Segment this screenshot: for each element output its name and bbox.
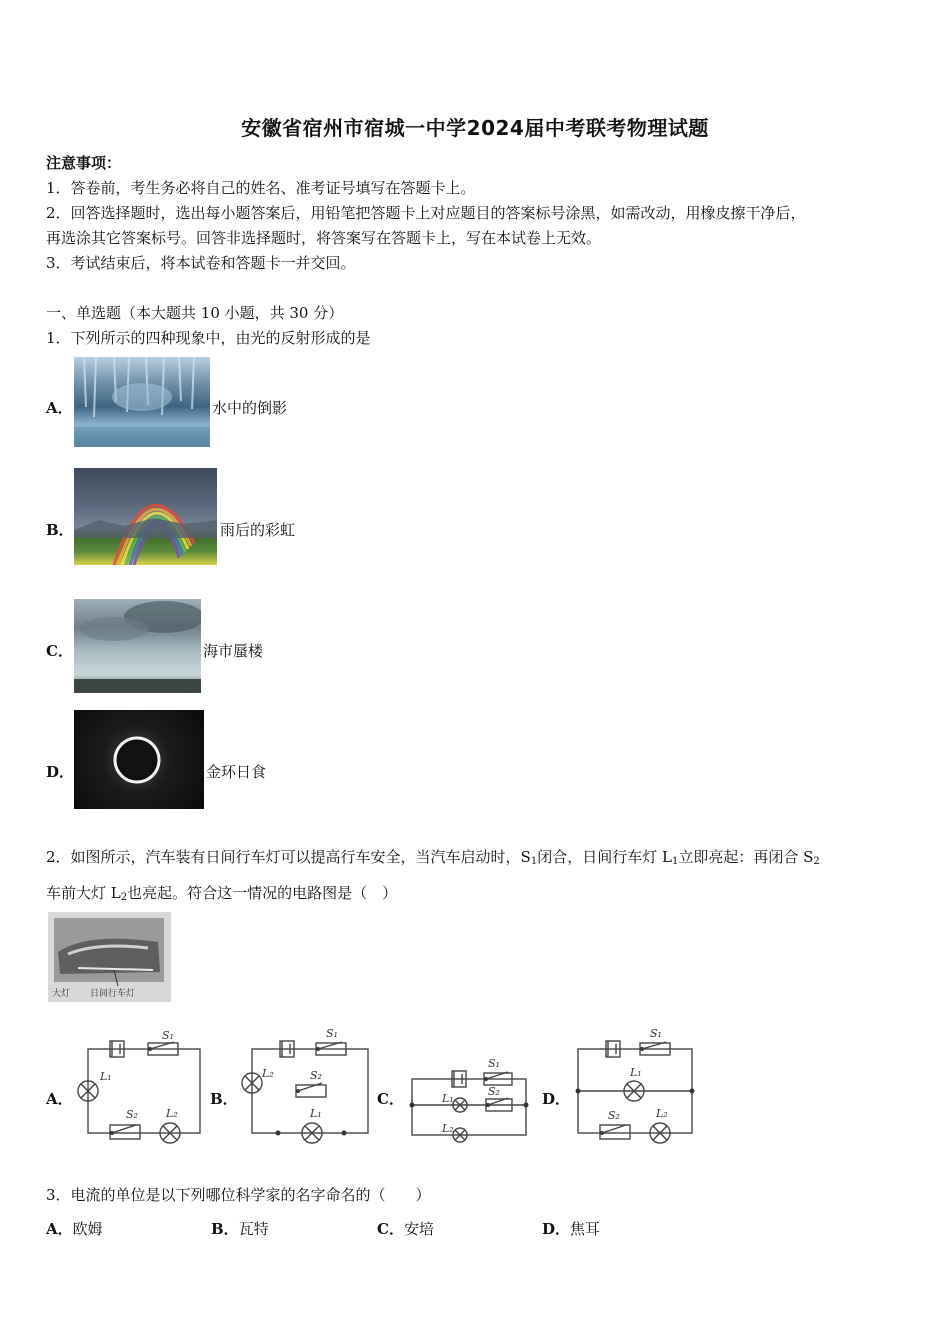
q3-option-d-label: D． — [542, 1220, 571, 1238]
notice-heading: 注意事项： — [46, 154, 122, 172]
page-title: 安徽省宿州市宿城一中学2024届中考联考物理试题 — [241, 116, 709, 140]
q2-car-photo — [48, 912, 171, 1002]
q2-stem-part: 车前大灯 L — [46, 884, 121, 902]
notice-item-2-cont: 再选涂其它答案标号。回答非选择题时，将答案写在答题卡上，写在本试卷上无效。 — [46, 229, 602, 247]
q3-option-b-label: B． — [211, 1220, 239, 1238]
q2-circuit-b — [234, 1025, 374, 1147]
q3-option-c-text: 安培 — [403, 1220, 434, 1238]
label-s2: S₂ — [310, 1069, 322, 1082]
label-s1: S₁ — [162, 1029, 174, 1042]
q1-option-c-label: C． — [46, 642, 73, 660]
q2-option-b-label: B． — [210, 1090, 238, 1108]
q1-option-d-image — [74, 710, 204, 809]
label-s2: S₂ — [488, 1085, 500, 1098]
q1-option-a-image — [74, 357, 210, 447]
q1-option-c-text: 海市蜃楼 — [203, 642, 264, 660]
label-s2: S₂ — [608, 1109, 620, 1122]
q3-option-b-text: 瓦特 — [238, 1220, 269, 1238]
notice-item-2: 2．回答选择题时，选出每小题答案后，用铅笔把答题卡上对应题目的答案标号涂黑，如需改动，用橡皮擦干净后， — [46, 204, 806, 222]
q1-option-b-label: B． — [46, 521, 74, 539]
q1-option-b-text: 雨后的彩虹 — [220, 521, 296, 539]
q1-option-a-text: 水中的倒影 — [212, 399, 288, 417]
label-s2: S₂ — [126, 1108, 138, 1121]
label-l2: L₂ — [442, 1122, 454, 1135]
q2-stem-part: 立即亮起：再闭合 S — [678, 848, 814, 866]
q2-circuit-a — [70, 1025, 206, 1147]
q2-stem-part: 2．如图所示，汽车装有日间行车灯可以提高行车安全，当汽车启动时，S — [46, 848, 531, 866]
q2-circuit-c — [404, 1055, 534, 1147]
q2-stem-part: 闭合，日间行车灯 L — [537, 848, 672, 866]
q2-option-c-label: C． — [377, 1090, 404, 1108]
q2-stem-line-2 — [46, 882, 397, 903]
label-s1: S₁ — [488, 1057, 500, 1070]
q2-stem-part: 也亮起。符合这一情况的电路图是（ ） — [127, 884, 398, 902]
notice-item-3: 3．考试结束后，将本试卷和答题卡一并交回。 — [46, 254, 356, 272]
section-heading: 一、单选题（本大题共 10 小题，共 30 分） — [46, 304, 344, 322]
subscript: 2 — [813, 856, 820, 867]
subscript: 2 — [120, 892, 128, 903]
notice-item-1: 1．答卷前，考生务必将自己的姓名、准考证号填写在答题卡上。 — [46, 179, 476, 197]
q1-stem: 1．下列所示的四种现象中，由光的反射形成的是 — [46, 329, 371, 347]
q3-option-b — [211, 1218, 269, 1239]
label-l2: L₂ — [166, 1107, 178, 1120]
label-l1: L₁ — [442, 1092, 454, 1105]
q1-option-d-text: 金环日食 — [206, 763, 267, 781]
q3-option-c-label: C． — [377, 1220, 404, 1238]
q3-option-a-text: 欧姆 — [72, 1220, 103, 1238]
subscript: 1 — [530, 856, 538, 867]
label-l1: L₁ — [100, 1070, 112, 1083]
label-l2: L₂ — [656, 1107, 668, 1120]
q2-circuit-d — [566, 1025, 700, 1147]
q1-option-a-label: A． — [46, 399, 73, 417]
label-l2: L₂ — [262, 1067, 274, 1080]
q3-stem: 3．电流的单位是以下列哪位科学家的名字命名的（ ） — [46, 1186, 431, 1204]
label-s1: S₁ — [650, 1027, 662, 1040]
label-l1: L₁ — [310, 1107, 322, 1120]
q3-option-d — [542, 1218, 600, 1239]
label-l1: L₁ — [630, 1066, 642, 1079]
label-s1: S₁ — [326, 1027, 338, 1040]
subscript: 1 — [671, 856, 679, 867]
q3-option-d-text: 焦耳 — [570, 1220, 601, 1238]
q1-option-d-label: D． — [46, 763, 75, 781]
q2-stem-line-1 — [46, 846, 820, 867]
q2-option-a-label: A． — [46, 1090, 73, 1108]
q1-option-c-image — [74, 599, 201, 693]
q1-option-b-image — [74, 468, 217, 565]
q3-option-a — [46, 1218, 103, 1239]
photo-caption-left: 大灯 — [52, 989, 71, 999]
photo-caption-right: 日间行车灯 — [90, 989, 136, 999]
q3-option-a-label: A． — [46, 1220, 73, 1238]
q2-option-d-label: D． — [542, 1090, 571, 1108]
q3-option-c — [377, 1218, 434, 1239]
